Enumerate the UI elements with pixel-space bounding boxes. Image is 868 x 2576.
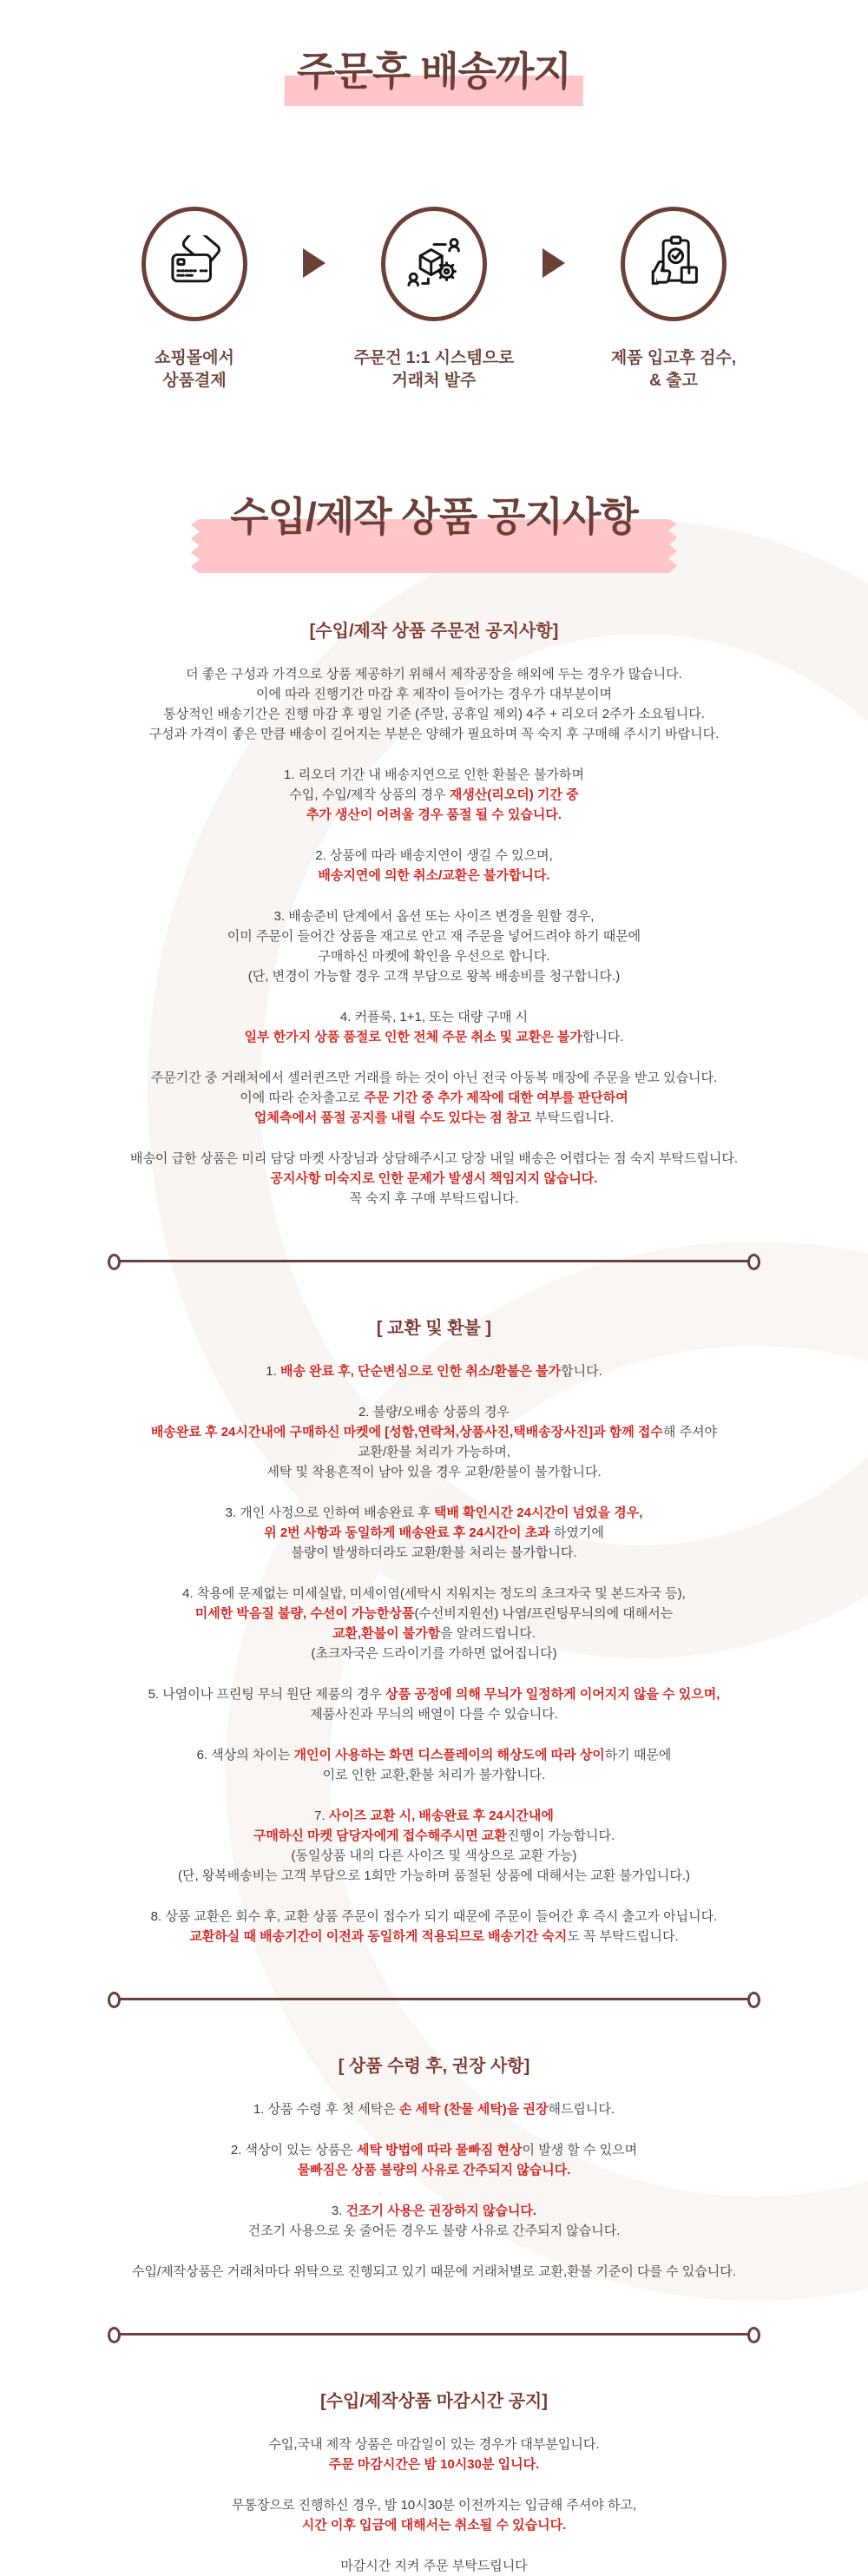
notice-paragraph (26, 2262, 842, 2282)
text-line (26, 1624, 842, 1644)
body-text: 3. 개인 사정으로 인하여 배송완료 후 (225, 1505, 434, 1520)
text-line (26, 2454, 842, 2474)
section-heading: [ 교환 및 환불 ] (376, 1319, 492, 1338)
body-text: 배송이 급한 상품은 미리 담당 마켓 사장님과 상담해주시고 당장 내일 배송은 어렵다는 점 숙지 부탁드립니다. (129, 1151, 739, 1166)
text-line (26, 1007, 842, 1027)
body-text: 교환/환불 처리가 가능하며, (357, 1445, 511, 1459)
body-text: 수입,국내 제작 상품은 마감일이 있는 경우가 대부분입니다. (268, 2437, 600, 2452)
text-line (26, 1543, 842, 1563)
notice-paragraph (26, 1806, 842, 1886)
notice-paragraph (26, 906, 842, 986)
emphasis-text: 개인이 사용하는 화면 디스플레이의 해상도에 따라 상이 (293, 1748, 605, 1762)
text-line (26, 684, 842, 704)
text-line (26, 1927, 842, 1947)
body-text: 세탁 및 착용흔적이 남아 있을 경우 교환/환불이 불가합니다. (266, 1465, 602, 1479)
text-line (26, 1684, 842, 1704)
step-circle (141, 207, 247, 321)
body-text: 2. 불량/오배송 상품의 경우 (358, 1405, 510, 1420)
text-line (26, 1361, 842, 1381)
body-text: 건조기 사용으로 옷 줄어든 경우도 불량 사유로 간주되지 않습니다. (247, 2224, 621, 2238)
body-text: 부탁드립니다. (530, 1110, 615, 1125)
section-divider (108, 2327, 760, 2342)
notice-paragraph (26, 1745, 842, 1785)
divider-end-ring-icon (747, 1992, 760, 2008)
notice-paragraph (26, 1684, 842, 1724)
body-text: 6. 색상의 차이는 (196, 1748, 294, 1762)
text-line (26, 1704, 842, 1724)
emphasis-text: 주문 마감시간은 밤 10시30분 입니다. (328, 2457, 540, 2472)
notice-banner-title: 수입/제작 상품 공지사항 (230, 494, 638, 539)
emphasis-text: 택배 확인시간 24시간이 넘었을 경우, (434, 1505, 643, 1520)
text-line (26, 1523, 842, 1543)
text-line (26, 785, 842, 805)
emphasis-text: 일부 한가지 상품 품절로 인한 전체 주문 취소 및 교환은 불가 (244, 1030, 582, 1044)
section-divider (108, 1254, 760, 1268)
notice-paragraph (26, 2556, 842, 2576)
body-text: 1. 상품 수령 후 첫 세탁은 (253, 2102, 399, 2117)
emphasis-text: 배송완료 후 24시간내에 구매하신 마켓에 [성함,연락처,상품사진,택배송장사진]과 함께 접수 (150, 1425, 663, 1440)
text-line (26, 704, 842, 724)
body-text: 더 좋은 구성과 가격으로 상품 제공하기 위해서 제작공장을 해외에 두는 경우가 많습니다. (186, 667, 682, 682)
notice-paragraph (26, 1361, 842, 1381)
body-text: 해드립니다. (548, 2102, 615, 2117)
emphasis-text: 사이즈 교환 시, 배송완료 후 24시간내에 (328, 1808, 554, 1823)
body-text: 4. 커플룩, 1+1, 또는 대량 구매 시 (339, 1010, 529, 1024)
text-line (26, 1422, 842, 1442)
inspection-shipping-icon (645, 235, 702, 293)
step-label (611, 347, 736, 392)
notice-paragraph (26, 846, 842, 886)
arrow-right-icon (542, 248, 565, 278)
step-label-line: 상품결제 (162, 372, 227, 390)
text-line (26, 1149, 842, 1169)
process-step-payment (86, 207, 303, 392)
divider-end-ring-icon (108, 1992, 121, 2008)
emphasis-text: 건조기 사용은 권장하지 않습니다. (345, 2204, 537, 2218)
emphasis-text: 상품 공정에 의해 무늬가 일정하게 이어지지 않을 수 있으며, (385, 1687, 720, 1702)
text-line (26, 926, 842, 946)
divider-end-ring-icon (747, 1254, 760, 1270)
text-line (26, 765, 842, 785)
body-text: 3. (331, 2204, 346, 2218)
text-line (26, 2201, 842, 2221)
divider-line (115, 2333, 753, 2336)
divider-end-ring-icon (108, 2327, 121, 2343)
body-text: 1. (266, 1364, 280, 1379)
text-line (26, 1108, 842, 1128)
text-line (26, 846, 842, 866)
body-text: 마감시간 지켜 주문 부탁드립니다 (340, 2559, 528, 2573)
body-text: 2. 상품에 따라 배송지연이 생길 수 있으며, (315, 848, 553, 863)
step-label-line: & 출고 (649, 372, 698, 390)
text-line (26, 946, 842, 966)
text-line (26, 1765, 842, 1785)
text-line (26, 2140, 842, 2160)
body-text: 하기 때문에 (604, 1748, 672, 1762)
emphasis-text: 배송 완료 후, 단순변심으로 인한 취소/환불은 불가 (279, 1364, 562, 1379)
emphasis-text: 미세한 박음질 불량, 수선이 가능한상품 (194, 1606, 415, 1621)
order-system-icon (405, 235, 463, 293)
text-line (26, 2221, 842, 2241)
text-line (26, 1503, 842, 1523)
body-text: 수입/제작상품은 거래처마다 위탁으로 진행되고 있기 때문에 거래처별로 교환,환불 기준이 다를 수 있습니다. (132, 2264, 736, 2279)
divider-end-ring-icon (108, 1254, 121, 1270)
notice-paragraph (26, 2140, 842, 2180)
notice-paragraph (26, 1402, 842, 1482)
notice-paragraph (26, 1584, 842, 1664)
hero-section (0, 0, 868, 106)
body-text: 5. 나염이나 프린팅 무늬 원단 제품의 경우 (148, 1687, 386, 1702)
body-text: (단, 변경이 가능할 경우 고객 부담으로 왕복 배송비를 청구합니다.) (247, 969, 621, 984)
page-title: 주문후 배송까지 (285, 40, 584, 106)
emphasis-text: 구매하신 마켓 담당자에게 접수해주시면 교환 (253, 1828, 507, 1843)
body-text: 도 꼭 부탁드립니다. (567, 1929, 679, 1944)
step-label-line: 제품 입고후 검수, (610, 349, 737, 367)
body-text: 구매하신 마켓에 확인을 우선으로 합니다. (318, 949, 550, 964)
process-step-order-system (326, 207, 542, 392)
emphasis-text: 세탁 방법에 따라 물빠짐 현상 (356, 2143, 523, 2158)
emphasis-text: 재생산(리오더) 기간 중 (449, 787, 579, 802)
text-line (26, 1402, 842, 1422)
body-text: 제품사진과 무늬의 배열이 다를 수 있습니다. (310, 1707, 558, 1722)
process-step-inspection (565, 207, 782, 392)
text-line (26, 1068, 842, 1088)
emphasis-text: 교환,환불이 불가함 (332, 1626, 441, 1641)
text-line (26, 2515, 842, 2535)
text-line (26, 1169, 842, 1189)
step-label-line: 쇼핑몰에서 (155, 349, 234, 367)
section-heading: [수입/제작상품 마감시간 공지] (320, 2392, 548, 2411)
text-line (26, 2495, 842, 2515)
text-line (26, 1806, 842, 1826)
body-text: 7. (314, 1808, 329, 1823)
body-text: 2. 색상이 있는 상품은 (230, 2143, 357, 2158)
text-line (26, 1462, 842, 1482)
text-line (26, 906, 842, 926)
text-line (26, 866, 842, 886)
emphasis-text: 위 2번 사항과 동일하게 배송완료 후 24시간이 초과 (264, 1525, 550, 1540)
arrow-right-icon (303, 248, 326, 278)
body-text: 하였기에 (549, 1525, 604, 1540)
body-text: 을 알려드립니다. (440, 1626, 536, 1641)
notice-paragraph (26, 1068, 842, 1128)
notice-paragraph (26, 1503, 842, 1563)
body-text: 3. 배송준비 단계에서 옵션 또는 사이즈 변경을 원할 경우, (273, 909, 595, 924)
notice-paragraph (26, 2201, 842, 2241)
text-line (26, 2434, 842, 2454)
step-circle (381, 207, 487, 321)
notice-sections (26, 616, 842, 2576)
body-text: 이에 따라 진행기간 마감 후 제작이 들어가는 경우가 대부분이며 (255, 687, 613, 702)
body-text: 수입, 수입/제작 상품의 경우 (289, 787, 450, 802)
notice-paragraph (26, 2434, 842, 2474)
body-text: 주문기간 중 거래처에서 셀러퀸즈만 거래를 하는 것이 아닌 전국 아동복 매장에 주문을 받고 있습니다. (150, 1071, 718, 1085)
body-text: 합니다. (582, 1030, 624, 1044)
text-line (26, 966, 842, 986)
emphasis-text: 업체측에서 품절 공지를 내릴 수도 있다는 점 참고 (253, 1110, 531, 1125)
text-line (26, 2099, 842, 2119)
body-text: (초크자국은 드라이기를 가하면 없어집니다) (311, 1646, 557, 1661)
text-line (26, 1088, 842, 1108)
notice-paragraph (26, 664, 842, 744)
emphasis-text: 시간 이후 입금에 대해서는 취소될 수 있습니다. (301, 2518, 567, 2533)
text-line (26, 1644, 842, 1664)
credit-card-icon (166, 235, 223, 293)
notice-paragraph (26, 2099, 842, 2119)
body-text: 합니다. (561, 1364, 602, 1379)
text-line (26, 1584, 842, 1604)
notice-paragraph (26, 1007, 842, 1047)
emphasis-text: 추가 생산이 어려울 경우 품절 될 수 있습니다. (306, 807, 562, 822)
text-line (26, 1604, 842, 1624)
step-label-line: 주문건 1:1 시스템으로 (353, 349, 515, 367)
body-text: 꼭 숙지 후 구매 부탁드립니다. (349, 1191, 519, 1206)
text-line (26, 1826, 842, 1846)
body-text: 불량이 발생하더라도 교환/환불 처리는 불가합니다. (291, 1545, 577, 1560)
divider-line (115, 1998, 753, 2000)
notice-paragraph (26, 765, 842, 825)
body-text: (동일상품 내의 다른 사이즈 및 색상으로 교환 가능) (291, 1848, 577, 1863)
step-label-line: 거래처 발주 (391, 372, 477, 390)
step-circle (621, 207, 727, 321)
text-line (26, 724, 842, 744)
text-line (26, 1745, 842, 1765)
body-text: 이로 인한 교환,환불 처리가 불가합니다. (322, 1768, 546, 1782)
divider-line (115, 1260, 753, 1262)
emphasis-text: 배송지연에 의한 취소/교환은 불가합니다. (318, 868, 550, 883)
body-text: (단, 왕복배송비는 고객 부담으로 1회만 가능하며 품절된 상품에 대해서는 교환 불가입니다.) (178, 1868, 690, 1883)
body-text: (수선비지원선) 나염/프린팅무늬의에 대해서는 (414, 1606, 674, 1621)
body-text: 진행이 가능합니다. (506, 1828, 615, 1843)
text-line (26, 1846, 842, 1866)
section-heading: [수입/제작 상품 주문전 공지사항] (309, 622, 559, 641)
text-line (26, 1027, 842, 1047)
emphasis-text: 손 세탁 (찬물 세탁)을 권장 (398, 2102, 549, 2117)
text-line (26, 1907, 842, 1927)
body-text: 8. 상품 교환은 회수 후, 교환 상품 주문이 접수가 되기 때문에 주문이 들어간 후 즉시 출고가 아닙니다. (150, 1909, 718, 1924)
emphasis-text: 교환하실 때 배송기간이 이전과 동일하게 적용되므로 배송기간 숙지 (189, 1929, 568, 1944)
notice-banner (191, 490, 677, 576)
text-line (26, 2556, 842, 2576)
text-line (26, 664, 842, 684)
notice-paragraph (26, 1907, 842, 1947)
body-text: 1. 리오더 기간 내 배송지연으로 인한 환불은 불가하며 (284, 768, 584, 782)
body-text: 통상적인 배송기간은 진행 마감 후 평일 기준 (주말, 공휴일 제외) 4주 + 리오더 2주가 소요됩니다. (163, 707, 705, 721)
body-text: 4. 착용에 문제없는 미세실밥, 미세이염(세탁시 지워지는 정도의 초크자국 및 본드자국 등), (182, 1586, 686, 1601)
section-divider (108, 1992, 760, 2006)
text-line (26, 2262, 842, 2282)
step-label (155, 347, 234, 392)
body-text: 이에 따라 순차출고로 (240, 1090, 365, 1105)
section-heading: [ 상품 수령 후, 권장 사항] (338, 2057, 530, 2076)
body-text: 이미 주문이 들어간 상품을 재고로 안고 재 주문을 넣어드려야 하기 때문에 (227, 929, 641, 944)
divider-end-ring-icon (747, 2327, 760, 2343)
step-label (354, 347, 515, 392)
emphasis-text: 물빠짐은 상품 불량의 사유로 간주되지 않습니다. (297, 2163, 571, 2177)
emphasis-text: 공지사항 미숙지로 인한 문제가 발생시 책임지지 않습니다. (270, 1171, 598, 1186)
notice-paragraph (26, 1149, 842, 1209)
body-text: 구성과 가격이 좋은 만큼 배송이 길어지는 부분은 양해가 필요하며 꼭 숙지 후 구매해 주시기 바랍니다. (148, 727, 720, 741)
text-line (26, 1442, 842, 1462)
text-line (26, 2160, 842, 2180)
body-text: 이 발생 할 수 있으며 (522, 2143, 638, 2158)
body-text: 무통장으로 진행하신 경우, 밤 10시30분 이전까지는 입금해 주셔야 하고, (231, 2498, 637, 2513)
text-line (26, 805, 842, 825)
body-text: 해 주셔야 (662, 1425, 718, 1440)
text-line (26, 1866, 842, 1886)
emphasis-text: 주문 기간 중 추가 제작에 대한 여부를 판단하여 (364, 1090, 628, 1105)
order-process-row (0, 207, 868, 392)
notice-paragraph (26, 2495, 842, 2535)
text-line (26, 1189, 842, 1209)
